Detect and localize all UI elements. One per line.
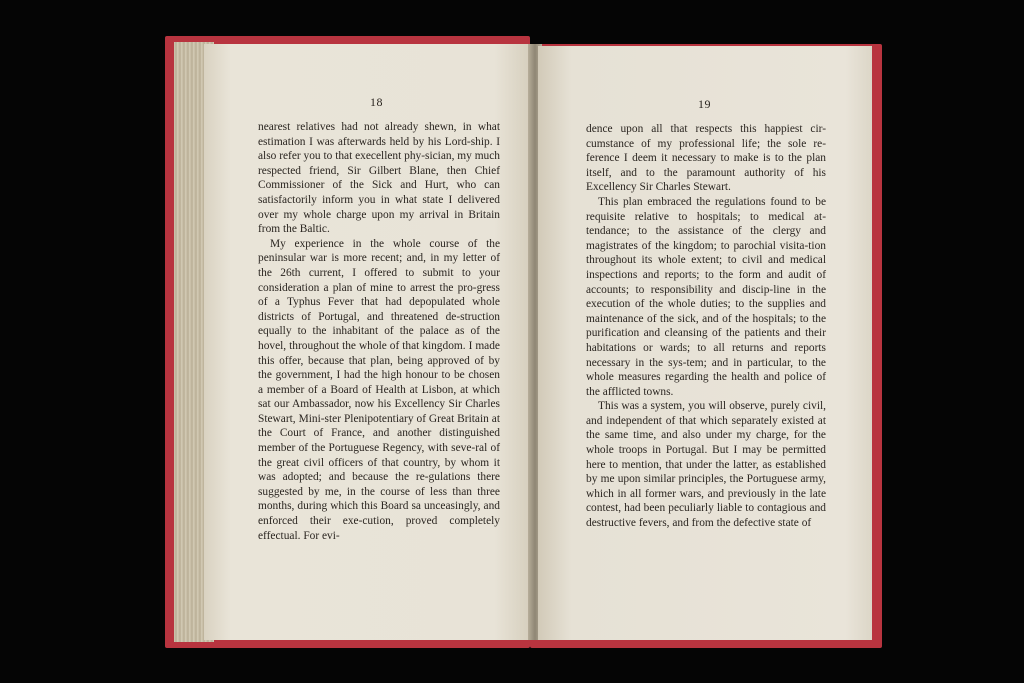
left-page-text [258, 120, 500, 543]
right-page [538, 46, 872, 640]
right-page-text [586, 122, 826, 531]
left-page [204, 44, 534, 640]
right-page-number: 19 [698, 97, 711, 111]
right-paragraph-1: dence upon all that respects this happiest cir-cumstance of my professional life; the sole re-ference I deem it necessary to make is to the plan itself, and to the paramount authority of his Excellency Sir Charles Stewart. [586, 123, 826, 194]
right-paragraph-2: This plan embraced the regulations found to be requisite relative to hospitals; to medical at-tendance; to the assistance of the clergy and magistrates of the kingdom; to parochial visita-tion throughout its whole extent; to civil and medical inspections and reports; to the form and audit of accounts; to responsibility and discip-line in the execution of the whole duties; to the supplies and maintenance of the sick, and of the hospitals; to the purification and cleansing of the patients and their habitations or wards; to all returns and reports necessary in the sys-tem; and in particular, to the whole measures regarding the health and police of the afflicted towns. [586, 195, 826, 398]
left-paragraph-1: nearest relatives had not already shewn, in what estimation I was afterwards held by his Lord-ship. I also refer you to that execellent phy-sician, my much respected friend, Sir Gilbert Blane, then Chief Commissioner of the Sick and Hurt, who can satisfactorily inform you in what state I delivered over my whole charge upon my arrival in Britain from the Baltic. [258, 121, 500, 236]
left-page-number: 18 [370, 95, 383, 109]
left-paragraph-2: My experience in the whole course of the peninsular war is more recent; and, in my letter of the 26th current, I offered to submit to your consideration a plan of mine to arrest the pro-gress of a Typhus Fever that had depopulated whole districts of Portugal, and threatened de-struction equally to the inhabitant of the palace as of the hovel, throughout the whole of that kingdom. I made this offer, because that plan, being approved of by the government, I had the high honour to be chosen a member of a Board of Health at Lisbon, at which sat our Ambassador, now his Excellency Sir Charles Stewart, Mini-ster Plenipotentiary of Great Britain at the Court of France, and another distinguished member of the Portuguese Regency, with seve-ral of the great civil officers of that country, by whom it was adopted; and because the re-gulations there suggested by me, in the course of less than three months, during which this Board sa unceasingly, and enforced their exe-cution, proved completely effectual. For evi- [258, 237, 500, 542]
right-paragraph-3: This was a system, you will observe, purely civil, and independent of that which separately existed at the same time, and also under my charge, for the whole troops in Portugal. But I may be permitted here to mention, that under the latter, as established by me upon similar principles, the Portuguese army, which in all former wars, and previously in the late contest, had been peculiarly liable to contagious and destructive fevers, and from the defective state of [586, 400, 826, 530]
